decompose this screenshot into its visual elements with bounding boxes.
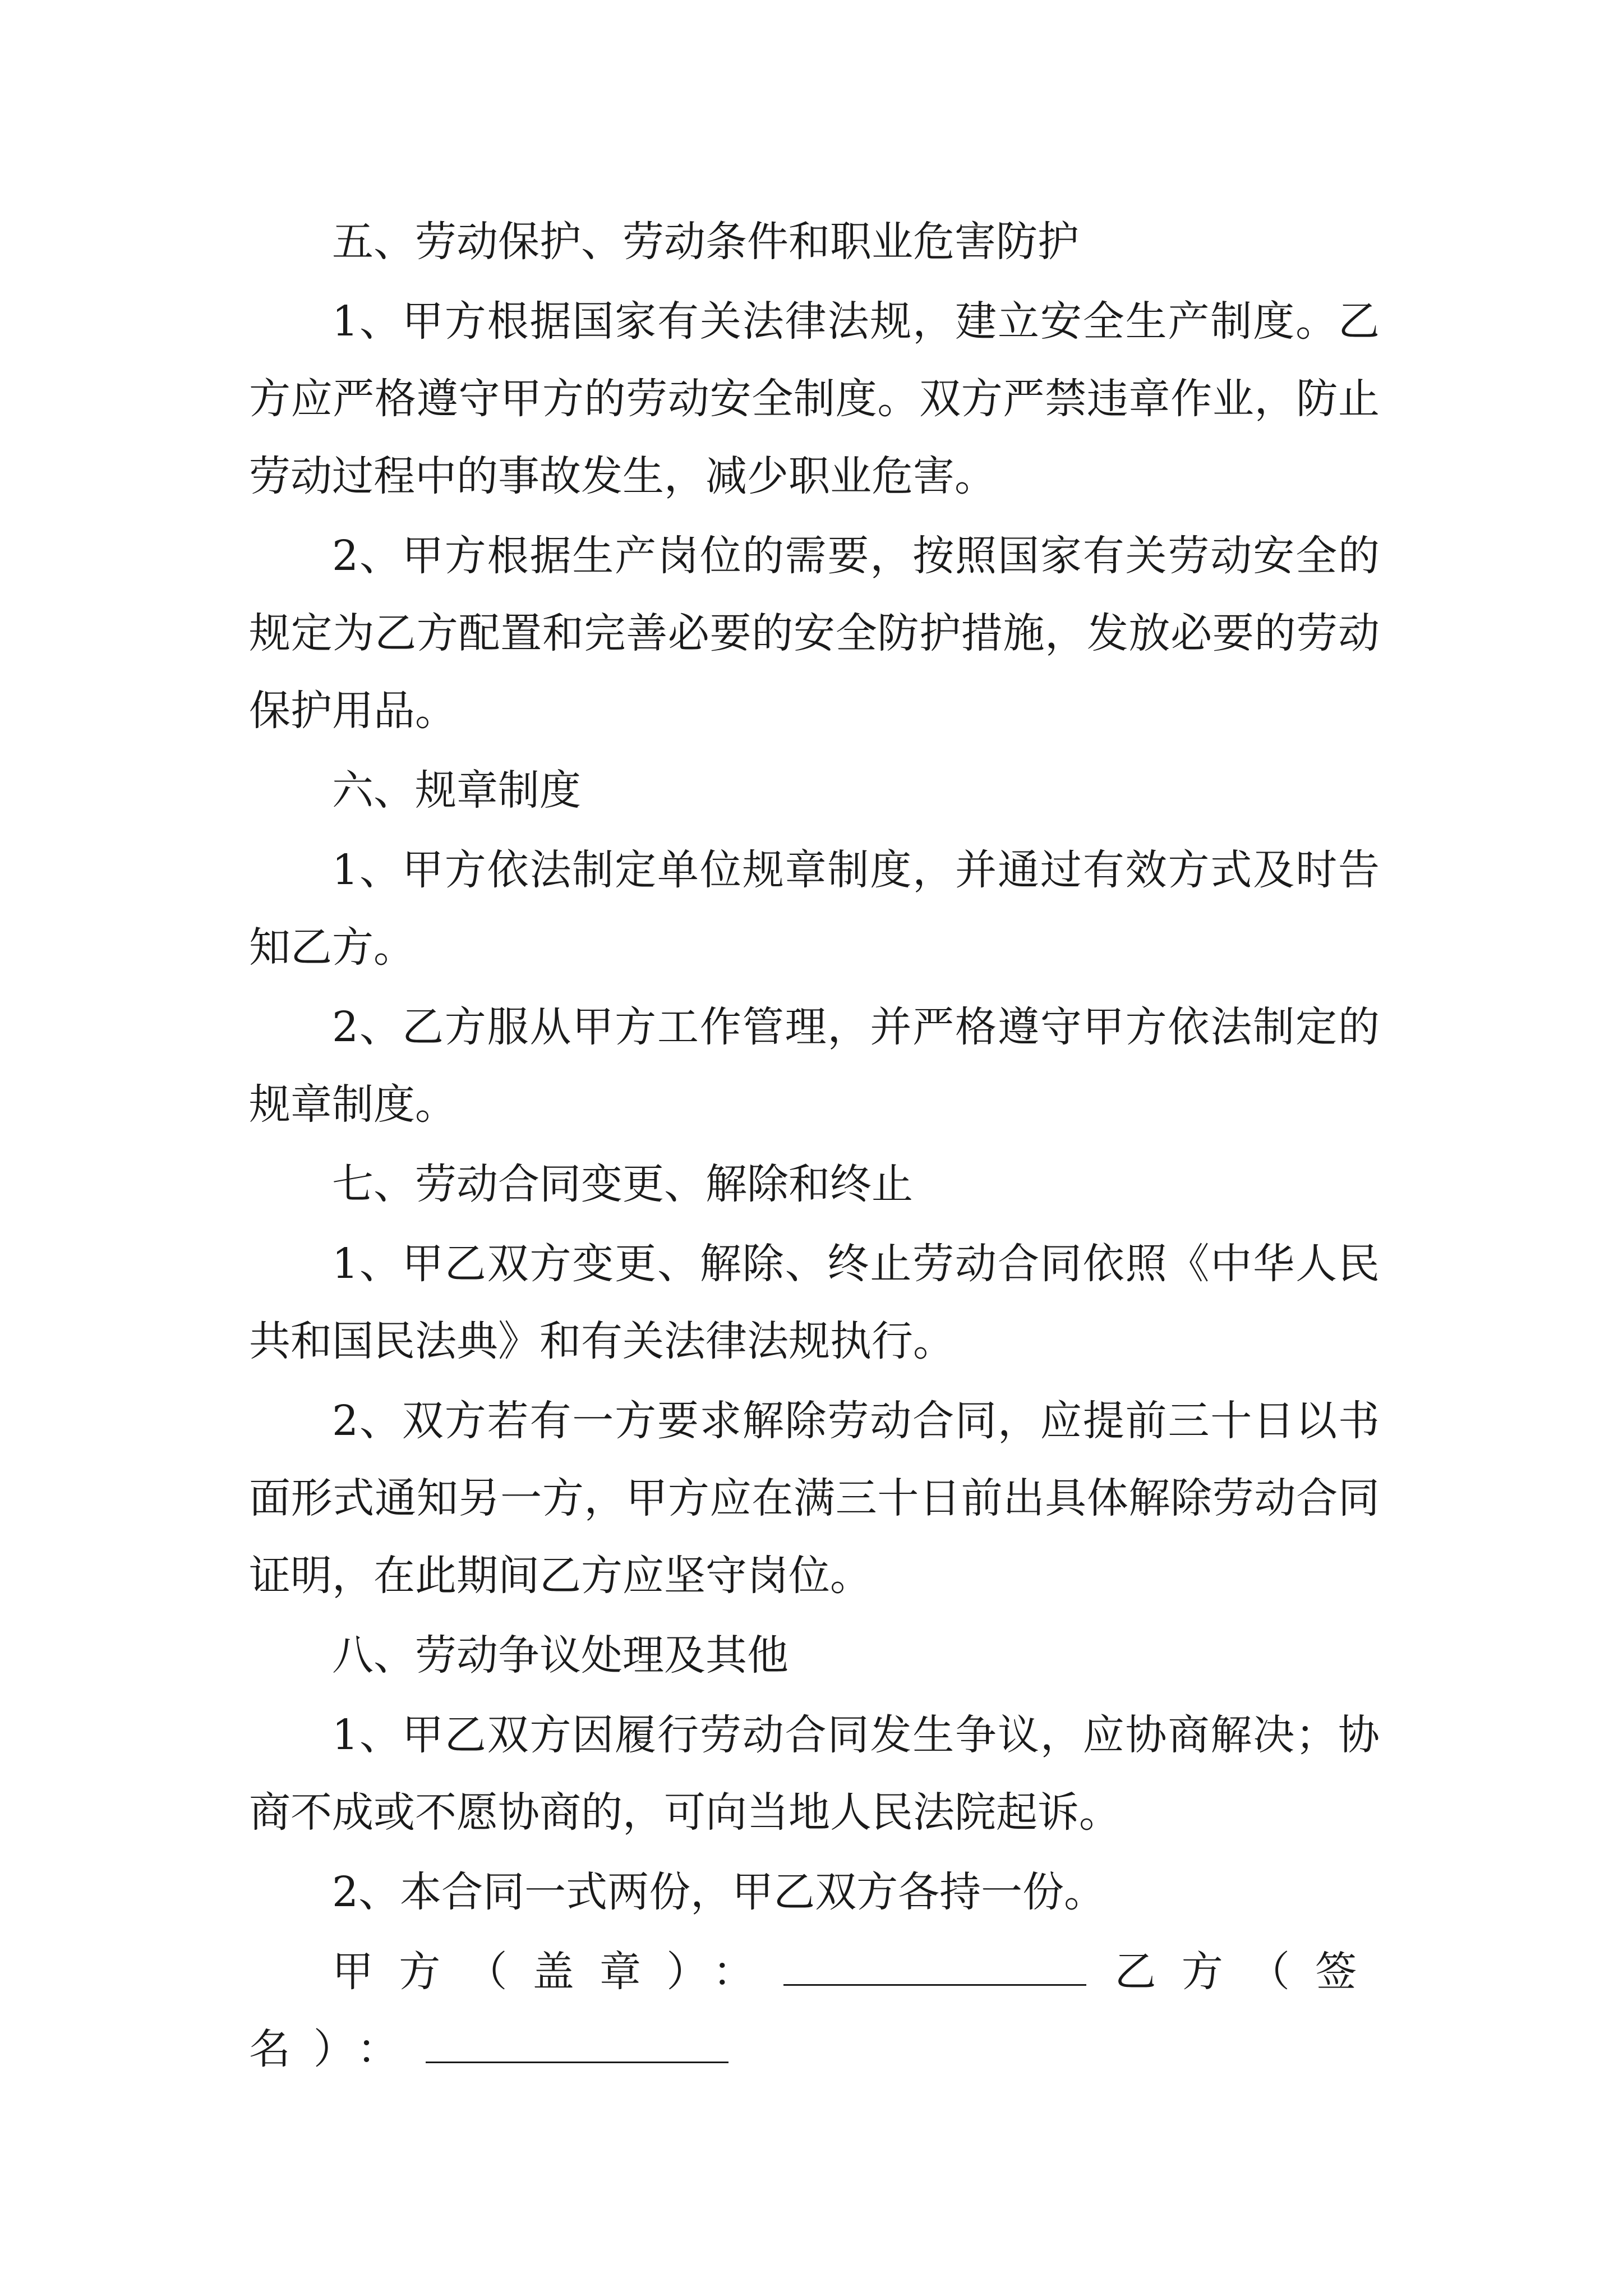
clause-6-1: 1、甲方依法制定单位规章制度，并通过有效方式及时告知乙方。	[249, 846, 1380, 972]
signature-line	[249, 1933, 1380, 2088]
clause-8-2: 2、本合同一式两份，甲乙双方各持一份。	[332, 1868, 1106, 1916]
section-heading-7: 七、劳动合同变更、解除和终止	[332, 1160, 913, 1208]
party-a-label: 甲方（盖章）：	[332, 1948, 780, 1996]
section-heading-5: 五、劳动保护、劳动条件和职业危害防护	[332, 218, 1079, 266]
section-heading-8: 八、劳动争议处理及其他	[332, 1631, 789, 1680]
party-a-signature-blank[interactable]	[783, 1982, 1086, 1986]
party-b-label: 乙方（签名）：	[249, 1948, 1380, 2073]
contract-page	[249, 203, 1380, 2088]
clause-7-1: 1、甲乙双方变更、解除、终止劳动合同依照《中华人民共和国民法典》和有关法律法规执行。	[249, 1240, 1380, 1365]
clause-7-2: 2、双方若有一方要求解除劳动合同，应提前三十日以书面形式通知另一方，甲方应在满三十日前出具体解除劳动合同证明，在此期间乙方应坚守岗位。	[249, 1397, 1380, 1600]
clause-8-1: 1、甲乙双方因履行劳动合同发生争议，应协商解决；协商不成或不愿协商的，可向当地人民法院起诉。	[249, 1711, 1380, 1837]
party-b-signature-blank[interactable]	[426, 2059, 728, 2063]
clause-5-1: 1、甲方根据国家有关法律法规，建立安全生产制度。乙方应严格遵守甲方的劳动安全制度。双方严禁违章作业，防止劳动过程中的事故发生，减少职业危害。	[249, 297, 1380, 500]
clause-5-2: 2、甲方根据生产岗位的需要，按照国家有关劳动安全的规定为乙方配置和完善必要的安全防护措施，发放必要的劳动保护用品。	[249, 532, 1380, 735]
section-heading-6: 六、规章制度	[332, 766, 581, 815]
clause-6-2: 2、乙方服从甲方工作管理，并严格遵守甲方依法制定的规章制度。	[249, 1003, 1380, 1129]
